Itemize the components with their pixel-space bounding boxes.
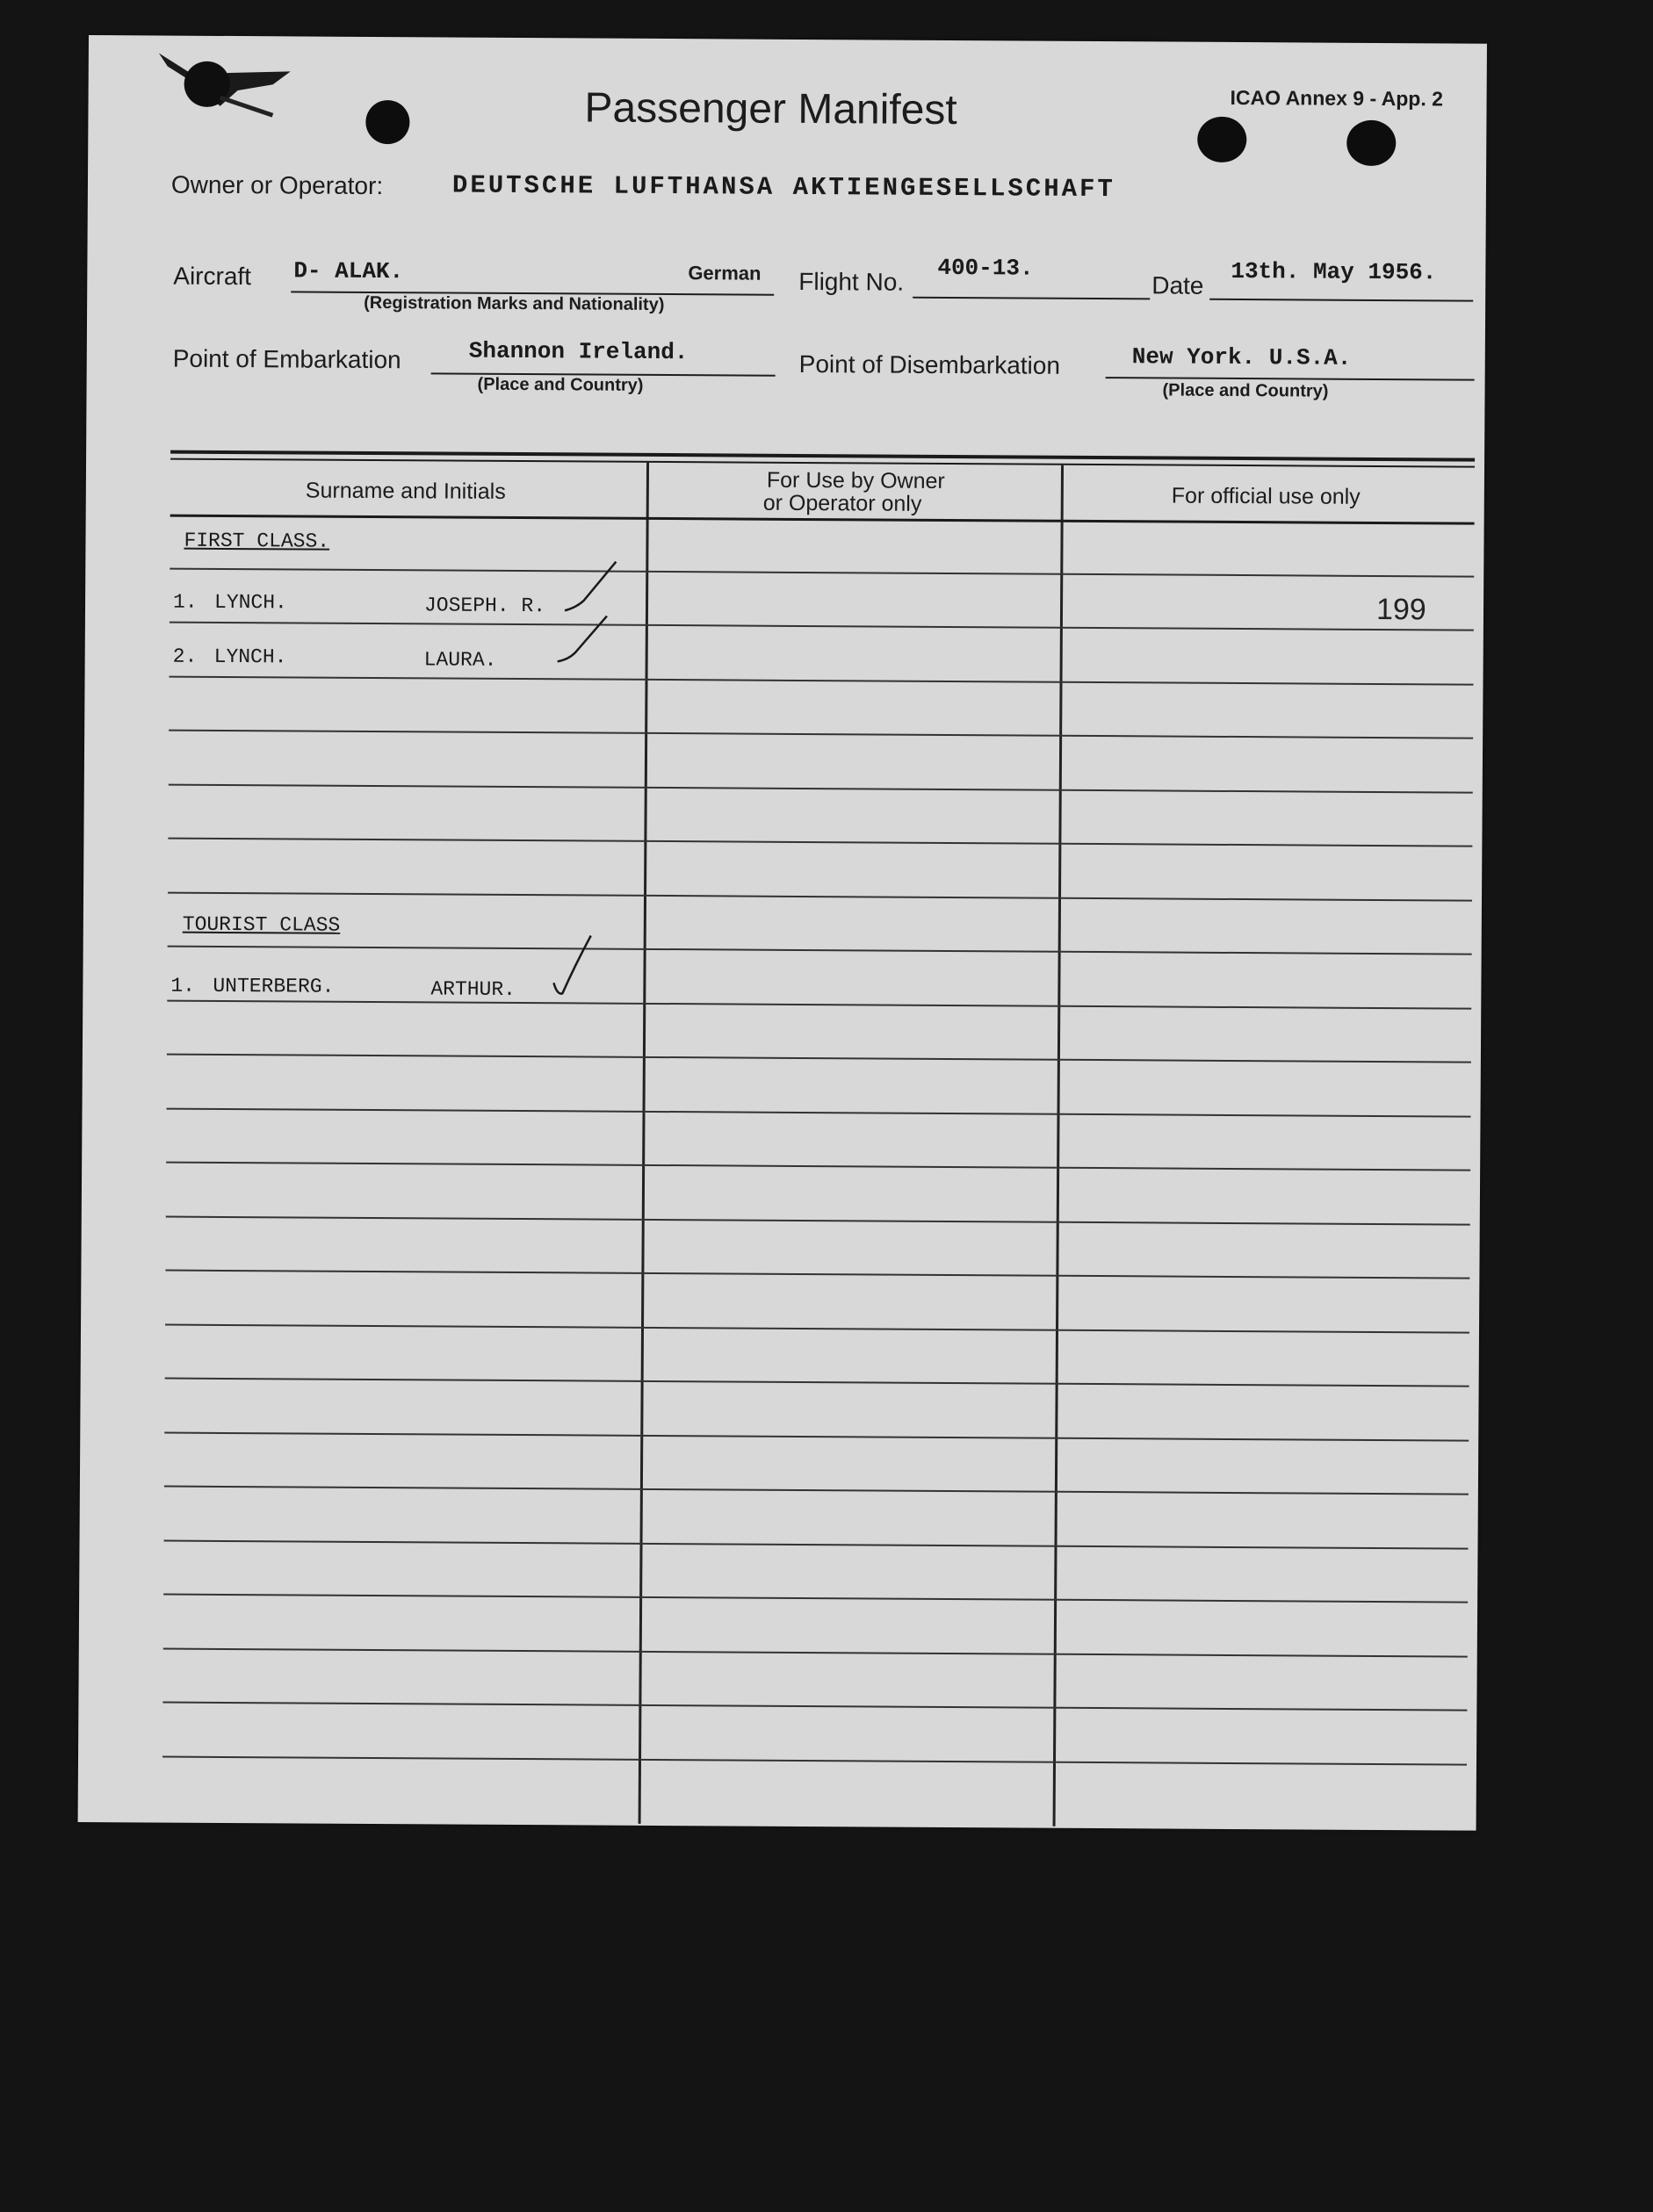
row-line (170, 676, 1474, 686)
date-fill-line (1209, 299, 1473, 302)
row-line (164, 1486, 1469, 1495)
first-class-heading: FIRST CLASS. (184, 529, 330, 553)
column-header-surname: Surname and Initials (305, 478, 506, 504)
date-value: 13th. May 1956. (1231, 257, 1437, 286)
disembark-value: New York. U.S.A. (1131, 343, 1352, 371)
row-line (168, 892, 1472, 902)
row-line (170, 568, 1474, 578)
tourist-class-heading: TOURIST CLASS (182, 912, 341, 937)
passenger-number: 1. (170, 974, 196, 998)
icao-reference: ICAO Annex 9 - App. 2 (1230, 85, 1444, 111)
aircraft-registration: D- ALAK. (293, 257, 404, 285)
column-header-owner-line2: or Operator only (762, 490, 922, 516)
passenger-given-name: LAURA. (423, 648, 497, 672)
date-label: Date (1151, 271, 1204, 299)
embark-label: Point of Embarkation (172, 344, 401, 374)
official-number: 199 (1375, 592, 1426, 627)
row-line (167, 1000, 1471, 1010)
passenger-given-name: ARTHUR. (430, 977, 516, 1001)
passenger-given-name: JOSEPH. R. (423, 594, 546, 618)
row-line (169, 730, 1473, 739)
column-divider-1 (639, 463, 649, 1824)
row-line (162, 1702, 1467, 1711)
row-line (168, 838, 1472, 847)
row-line (165, 1270, 1469, 1279)
punch-hole-right-1 (1197, 117, 1246, 162)
row-line (168, 946, 1472, 955)
disembark-label: Point of Disembarkation (798, 349, 1061, 379)
column-header-official: For official use only (1171, 483, 1361, 509)
passenger-surname: LYNCH. (213, 590, 287, 615)
row-line (164, 1432, 1469, 1442)
aircraft-label: Aircraft (173, 262, 252, 291)
owner-label: Owner or Operator: (170, 170, 384, 200)
row-line (165, 1324, 1469, 1334)
flight-value: 400-13. (937, 254, 1034, 282)
row-line (170, 622, 1474, 631)
checkmark-icon (552, 610, 614, 672)
checkmark-icon (548, 930, 601, 1000)
aircraft-caption: (Registration Marks and Nationality) (364, 292, 665, 315)
staple-mark (141, 44, 308, 124)
disembark-caption: (Place and Country) (1162, 380, 1329, 401)
row-line (162, 1756, 1467, 1766)
column-header-owner-line1: For Use by Owner (766, 467, 945, 494)
row-line (169, 784, 1473, 794)
embark-value: Shannon Ireland. (468, 337, 689, 366)
row-line (167, 1054, 1471, 1063)
aircraft-nationality: German (688, 262, 762, 285)
column-divider-2 (1053, 465, 1064, 1827)
embark-caption: (Place and Country) (477, 374, 644, 395)
owner-value: DEUTSCHE LUFTHANSA AKTIENGESELLSCHAFT (451, 170, 1115, 205)
manifest-title: Passenger Manifest (584, 84, 957, 134)
row-line (167, 1108, 1471, 1118)
flight-label: Flight No. (798, 267, 905, 296)
passenger-number: 2. (172, 645, 198, 668)
punch-hole-left (365, 100, 409, 144)
checkmark-icon (559, 556, 621, 617)
passenger-number: 1. (172, 590, 198, 614)
passenger-surname: LYNCH. (213, 645, 287, 669)
manifest-sheet (78, 35, 1487, 1831)
row-line (163, 1648, 1468, 1658)
row-line (163, 1594, 1468, 1603)
flight-fill-line (913, 297, 1150, 300)
disembark-fill-line (1106, 377, 1475, 381)
passenger-surname: UNTERBERG. (213, 974, 335, 998)
row-line (166, 1162, 1470, 1171)
row-line (164, 1540, 1469, 1550)
row-line (166, 1216, 1470, 1226)
row-line (165, 1378, 1469, 1387)
punch-hole-right-2 (1346, 120, 1396, 166)
